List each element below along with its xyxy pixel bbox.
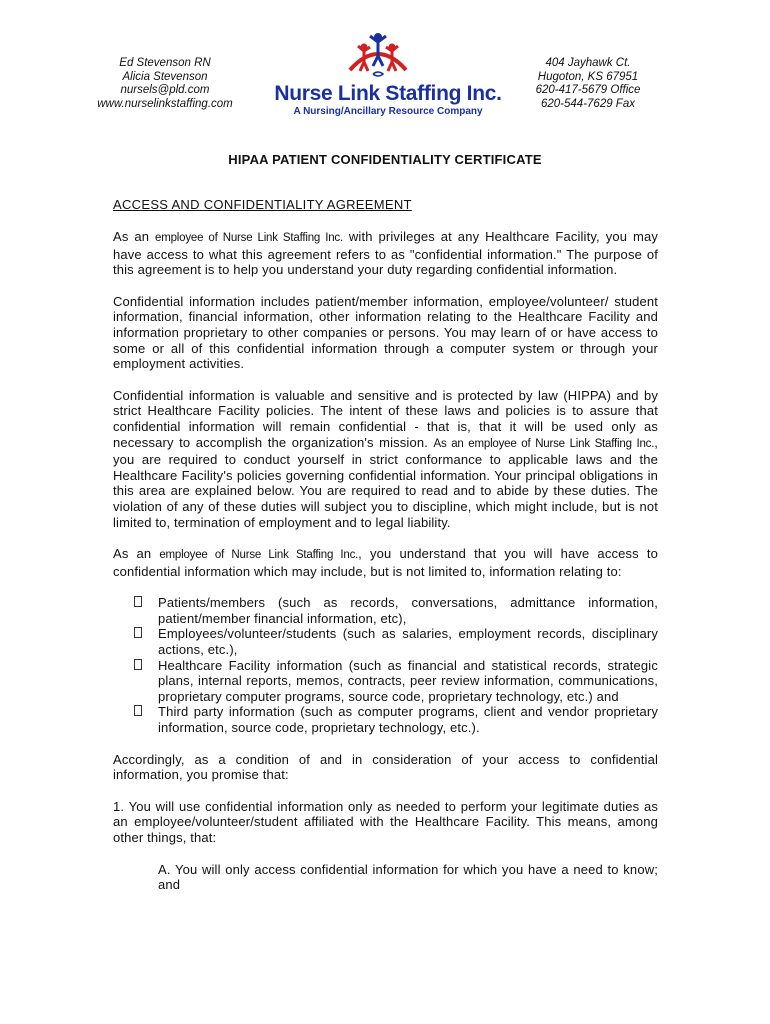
paragraph-promise-1a: A. You will only access confidential information for which you have a need to know; and (158, 861, 658, 893)
text-run: As an (113, 546, 160, 562)
logo-company-name: Nurse Link Staffing Inc. (274, 82, 502, 105)
logo-tagline: A Nursing/Ancillary Resource Company (293, 106, 483, 117)
contact-website: www.nurselinkstaffing.com (97, 97, 233, 110)
fax-number: 620-544-7629 Fax (541, 97, 635, 110)
bullet-box-icon (134, 659, 142, 670)
address-street: 404 Jayhawk Ct. (545, 57, 631, 69)
office-phone: 620-417-5679 Office (535, 84, 641, 96)
paragraph-definition: Confidential information includes patient/member information, employee/volunteer/ student information, financial information, other information relating to the Healthcare Facility and information proprietary to other companies or persons. You may learn of or have access to some or all of this confidential information through a computer system or through your employment activities. (113, 293, 658, 372)
paragraph-obligations (113, 388, 658, 530)
header-contact-left (80, 57, 250, 111)
bullet-box-icon (134, 627, 142, 638)
header-contact-right (523, 57, 653, 111)
bullet-box-icon (134, 705, 142, 716)
employer-phrase: employee of Nurse Link Staffing Inc. (155, 232, 343, 244)
employer-phrase: employee of Nurse Link Staffing Inc. (159, 549, 359, 562)
text-run: , you understand that you will have access to confidential information which may include, but is not limited to, information relating to: (113, 546, 658, 579)
list-item-text: Third party information (such as computer programs, client and vendor proprietary information, source code, proprietary technology, etc.). (158, 704, 658, 736)
list-item (113, 595, 658, 626)
list-item-text: Patients/members (such as records, conversations, admittance information, patient/member financial information, etc), (158, 595, 658, 626)
people-figures-icon (346, 30, 410, 80)
contact-name-2: Alicia Stevenson (122, 70, 208, 83)
contact-name-1: Ed Stevenson RN (119, 57, 211, 69)
document-title: HIPAA PATIENT CONFIDENTIALITY CERTIFICATE (228, 152, 542, 167)
paragraph-access (113, 546, 658, 579)
paragraph-intro (113, 229, 658, 278)
paragraph-condition: Accordingly, as a condition of and in consideration of your access to confidential information, you promise that: (113, 751, 658, 783)
list-item (113, 704, 658, 735)
text-run: As an (113, 229, 156, 244)
document-body (113, 229, 658, 909)
employer-phrase: As an employee of Nurse Link Staffing Inc. (433, 437, 655, 450)
text-run: with privileges at any Healthcare Facility, you may have access to what this agreement refers to as "confidential information." The purpose of this agreement is to help you understand your duty regarding confidential information. (113, 229, 659, 278)
agreement-heading: ACCESS AND CONFIDENTIALITY AGREEMENT (113, 197, 412, 212)
contact-email: nursels@pld.com (120, 84, 210, 96)
paragraph-promise-1: 1. You will use confidential information only as needed to perform your legitimate duties as an employee/volunteer/student affiliated with the Healthcare Facility. This means, among other things, that: (113, 798, 658, 845)
address-city: Hugoton, KS 67951 (537, 70, 639, 83)
list-item-text: Healthcare Facility information (such as financial and statistical records, strategic plans, internal reports, memos, contracts, peer review information, communications, proprietary computer programs, source code, proprietary technology, etc.) and (158, 657, 658, 704)
text-run: Confidential information is valuable and sensitive and is protected by law (HIPPA) and by strict Healthcare Facility policies. The intent of these laws and policies is to assure that confidential information will remain confidential - that is, that it will be used only as necessary to accomplish the organization's mission. (113, 387, 658, 450)
information-categories-list (113, 595, 658, 735)
bullet-box-icon (134, 596, 142, 607)
text-run: , you are required to conduct yourself in strict conformance to applicable laws and the Healthcare Facility's policies governing confidential information. Your principal obligations in this area are explained below. You are required to read and to abide by these duties. The violation of any of these duties will subject you to discipline, which might include, but is not limited to, termination of employment and to legal liability. (113, 434, 658, 530)
list-item (113, 626, 658, 657)
company-logo (268, 30, 508, 120)
list-item (113, 658, 658, 705)
list-item-text: Employees/volunteer/students (such as salaries, employment records, disciplinary actions, etc.), (158, 626, 658, 658)
